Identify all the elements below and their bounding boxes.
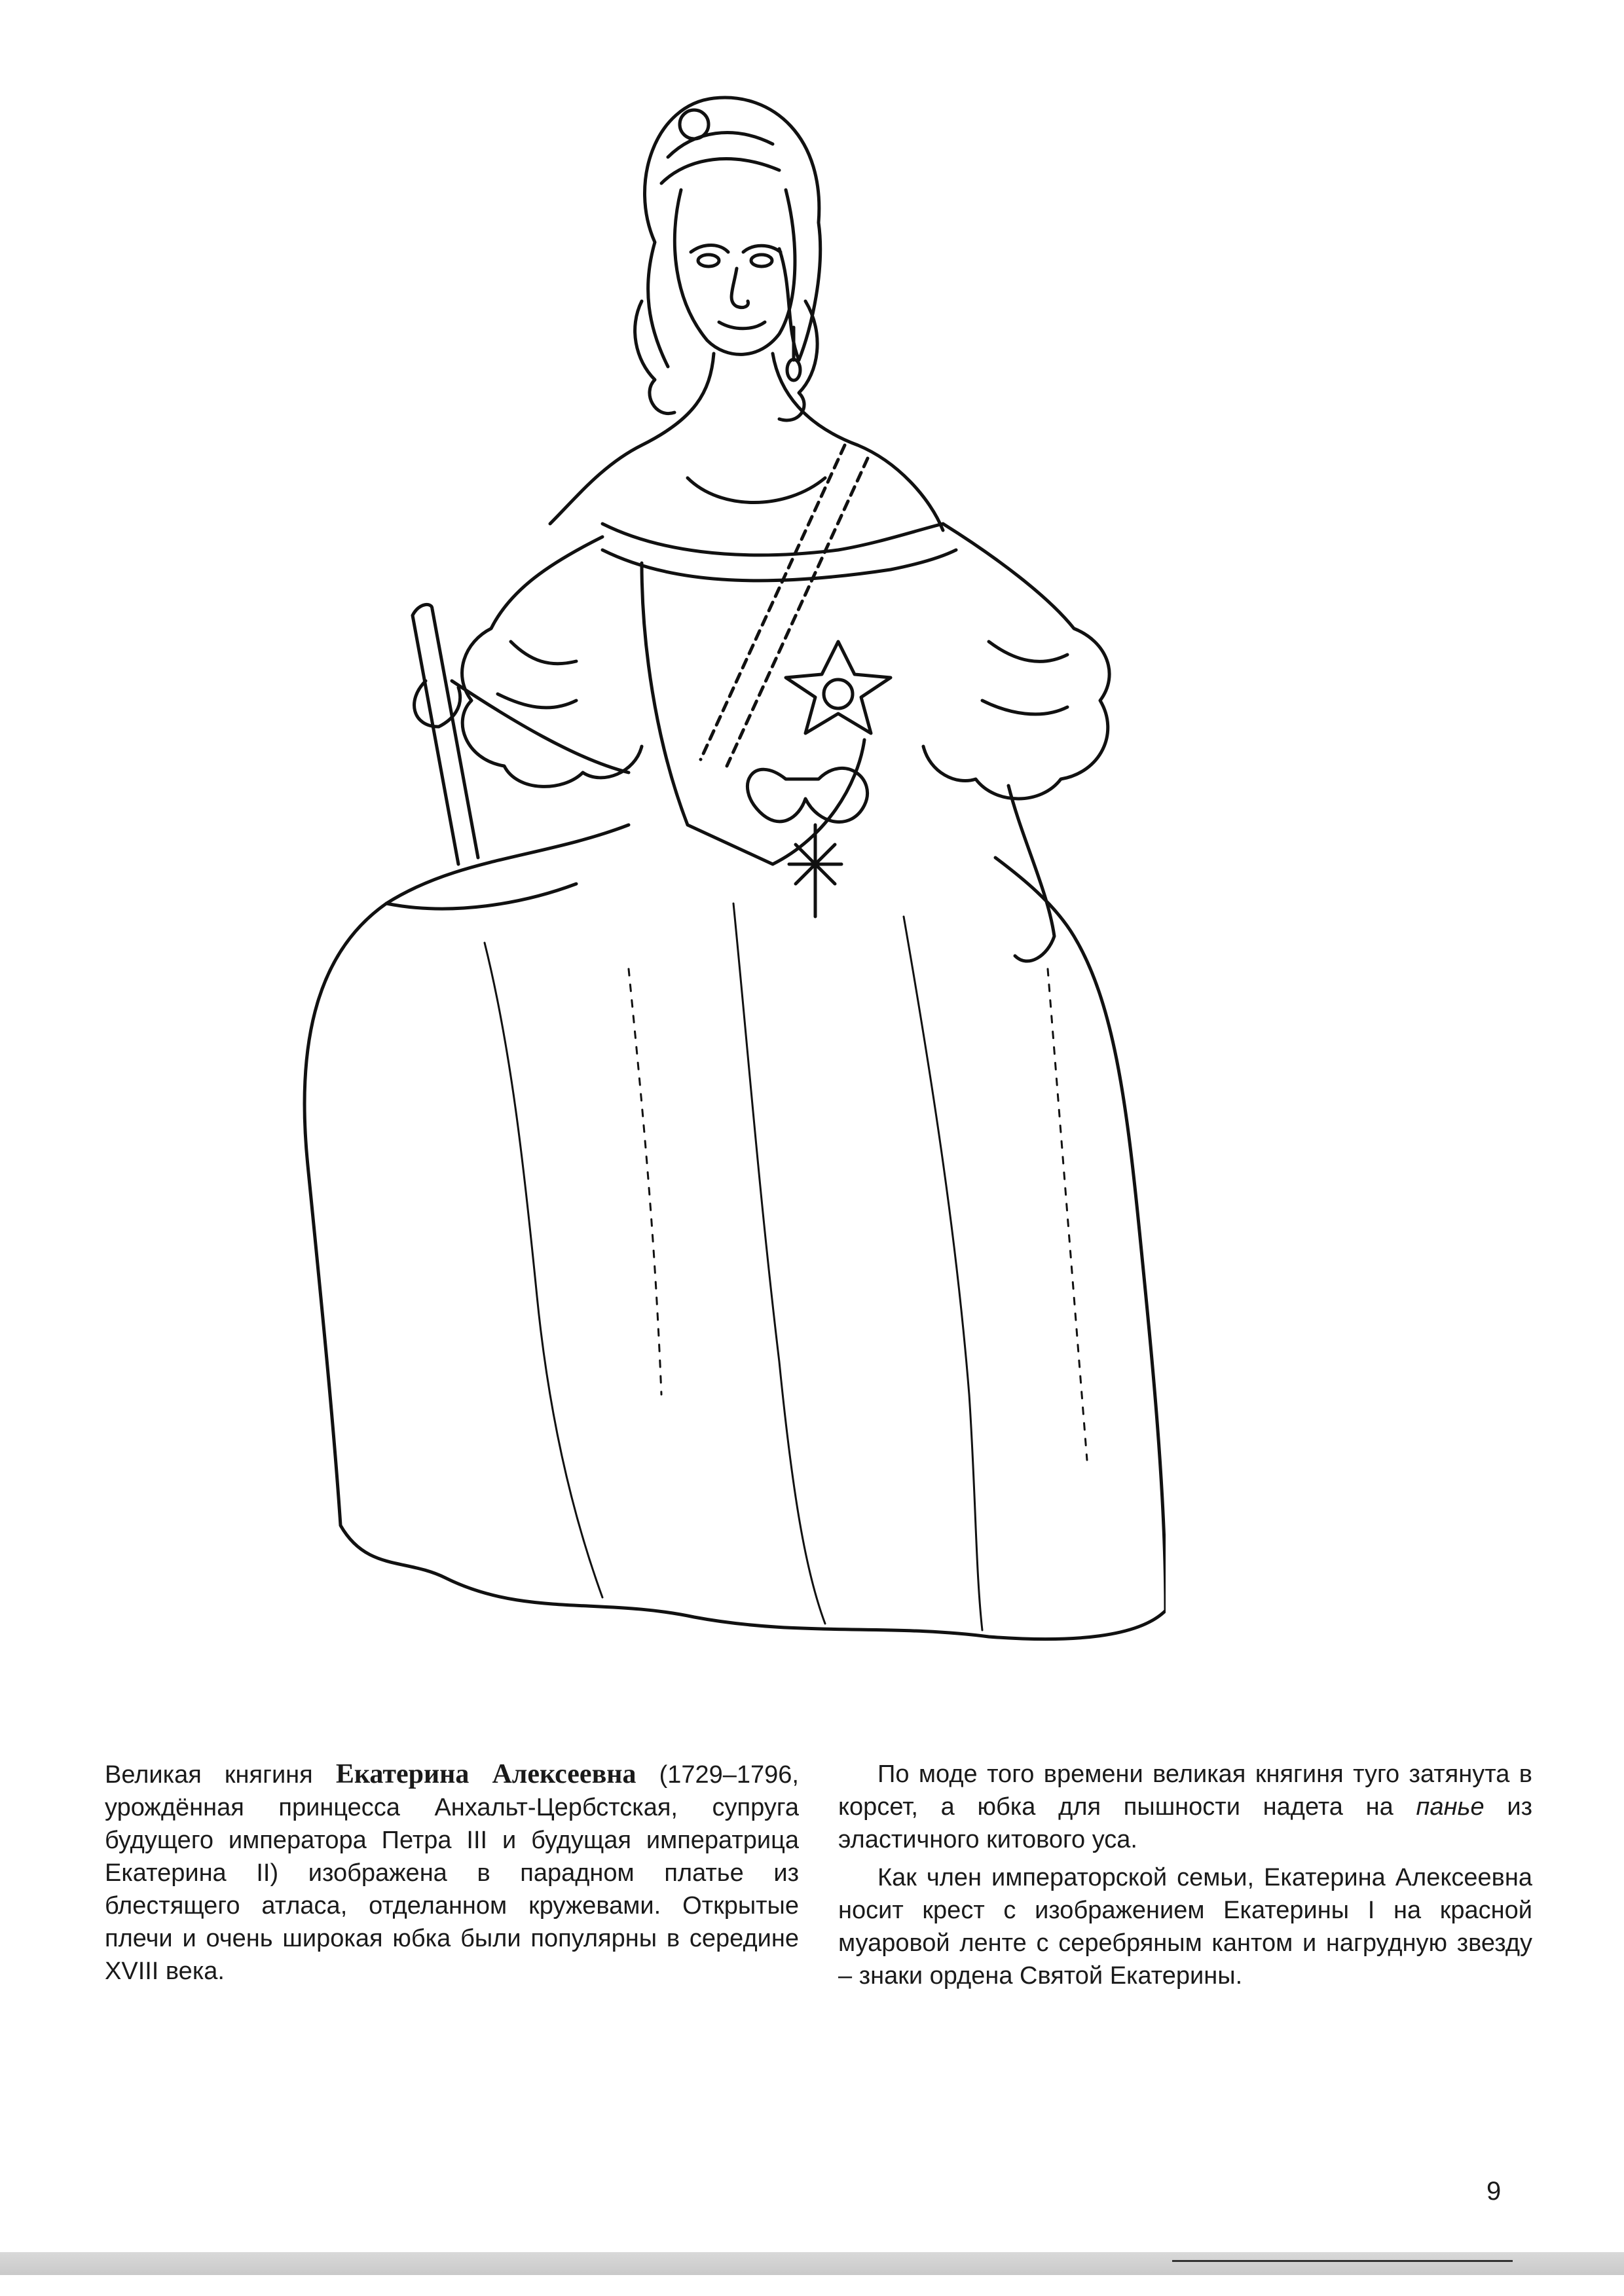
page-number: 9: [1486, 2177, 1502, 2206]
portrait-illustration: [236, 52, 1166, 1728]
caption-paragraph: [105, 1758, 799, 1988]
subject-name: Екатерина Алексеевна: [335, 1759, 637, 1789]
left-sleeve: [462, 537, 642, 786]
caption-body: (1729–1796, урождённая принцесса Анхальт-Цербстская, супруга будущего императора Петра III и будущая императрица Екатерина II) изображена в парадном платье из блестящего атласа, отделанном кружевами. Открытые плечи и очень широкая юбка были популярны в середине XVIII века.: [105, 1761, 799, 1985]
order-star: [786, 642, 891, 733]
neck-outline: [550, 354, 714, 524]
bodice-outline: [642, 563, 864, 864]
caption-paragraph: [838, 1758, 1532, 1856]
scan-edge-bar: [0, 2252, 1624, 2275]
bow: [747, 768, 867, 822]
caption-text: По моде того времени великая княгиня туго затянута в корсет, а юбка для пышности надета на: [838, 1760, 1532, 1821]
caption-left-column: [105, 1758, 799, 1993]
caption-right-column: [838, 1758, 1532, 1997]
caption-paragraph: Как член императорской семьи, Екатерина Алексеевна носит крест с изображением Екатерины I на красной муаровой ленте с серебряным кантом и нагрудную звезду – знаки ордена Святой Екатерины.: [838, 1864, 1532, 1990]
skirt-outline: [304, 825, 1166, 1639]
caption-text: из эластичного китового уса.: [838, 1793, 1532, 1853]
bodice-lace: [602, 524, 956, 581]
caption-prefix: Великая княгиня: [105, 1761, 336, 1789]
fan: [413, 604, 478, 864]
scan-edge-line: [1172, 2260, 1513, 2262]
right-sleeve: [923, 524, 1109, 799]
term-panier: панье: [1416, 1793, 1485, 1821]
order-cross: [789, 825, 841, 917]
